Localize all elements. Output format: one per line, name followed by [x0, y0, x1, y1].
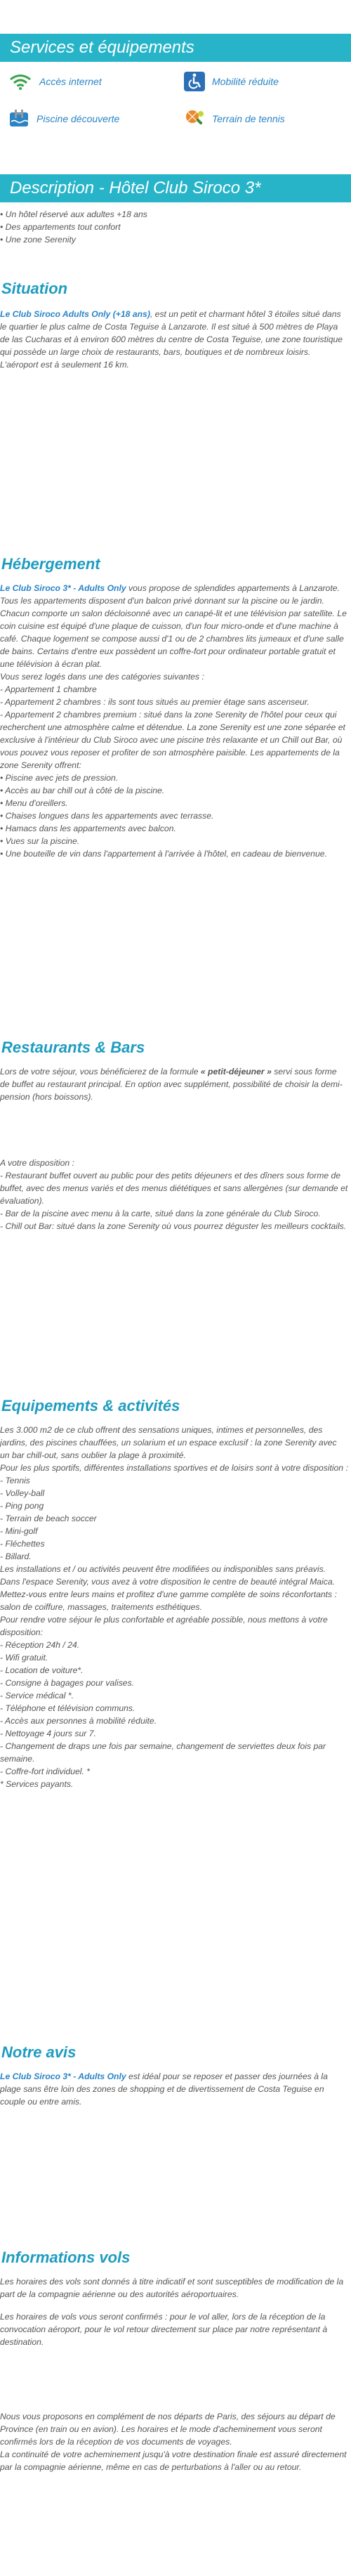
- equipements-text: [0, 1424, 348, 1790]
- equipements-line: - Coffre-fort individuel. *: [0, 1767, 91, 1776]
- equipements-line: Les 3.000 m2 de ce club offrent des sensations uniques, intimes et personnelles, des jardins, des piscines chauffées, un solarium et un espace exclusif : la zone Serenity avec un bar chill-out, sans oublier la plage à proximité.: [0, 1425, 337, 1460]
- equipements-line: - Réception 24h / 24.: [0, 1640, 80, 1650]
- wifi-icon: [8, 73, 32, 90]
- restaurants-bold: « petit-déjeuner »: [200, 1067, 272, 1076]
- restaurants-text: [0, 1065, 348, 1103]
- restaurants-line: A votre disposition :: [0, 1158, 74, 1168]
- equipements-line: - Nettoyage 4 jours sur 7.: [0, 1729, 96, 1738]
- hebergement-text: [0, 582, 348, 860]
- equipements-line: - Mini-golf: [0, 1526, 38, 1536]
- situation-title: Situation: [1, 280, 68, 297]
- hebergement-line: - Appartement 1 chambre: [0, 684, 97, 694]
- service-label: Terrain de tennis: [212, 113, 285, 124]
- tennis-icon: [184, 108, 205, 129]
- hebergement-bold: Le Club Siroco 3* - Adults Only: [0, 583, 126, 593]
- hebergement-line: • Vues sur la piscine.: [0, 836, 80, 846]
- vols-para: La continuité de votre acheminement jusqu'à votre destination finale est assuré directement par la compagnie aérienne, même en cas de perturbations à l'aller ou au retour.: [0, 2450, 347, 2472]
- hebergement-line: • Accès au bar chill out à côté de la piscine.: [0, 786, 165, 795]
- vols-title: Informations vols: [1, 2249, 131, 2266]
- service-label: Mobilité réduite: [212, 76, 279, 87]
- equipements-line: Dans l'espace Serenity, vous avez à votre disposition le centre de beauté intégral Maica. Mettez-vous entre leurs mains et profitez d'une gamme complète de soins réconfortants : salon de coiffure, massages, traitements esthétiques.: [0, 1577, 337, 1612]
- equipements-line: - Terrain de beach soccer: [0, 1514, 97, 1523]
- equipements-line: - Consigne à bagages pour valises.: [0, 1678, 135, 1688]
- situation-bold: Le Club Siroco Adults Only (+18 ans): [0, 309, 150, 319]
- equipements-line: - Service médical *.: [0, 1691, 74, 1700]
- pool-icon: [8, 110, 29, 128]
- equipements-title: Equipements & activités: [1, 1397, 180, 1414]
- avis-title: Notre avis: [1, 2043, 77, 2061]
- services-header: [0, 34, 351, 62]
- restaurants-line: - Chill out Bar: situé dans la zone Serenity où vous pourrez déguster les meilleurs cocktails.: [0, 1221, 347, 1231]
- situation-body: , est un petit et charmant hôtel 3 étoiles situé dans le quartier le plus calme de Costa Teguise à Lanzarote. Il est situé à 500 mètres de Playa de las Cucharas et à environ 600 mètres du centre de Costa Teguise, une zone touristique qui possède un large choix de restaurants, bars, boutiques et de nombreux loisirs. L'aéroport est à seulement 16 km.: [0, 309, 343, 370]
- equipements-line: - Ping pong: [0, 1501, 44, 1511]
- equipements-line: Pour rendre votre séjour le plus confortable et agréable possible, nous mettons à votre disposition:: [0, 1615, 328, 1637]
- equipements-line: - Accès aux personnes à mobilité réduite.: [0, 1716, 157, 1726]
- restaurants-list: [0, 1157, 348, 1232]
- equipements-line: - Volley-ball: [0, 1488, 45, 1498]
- services-title: Services et équipements: [10, 38, 194, 57]
- restaurants-line: - Bar de la piscine avec menu à la carte, situé dans la zone générale du Club Siroco.: [0, 1209, 321, 1218]
- restaurants-title: Restaurants & Bars: [1, 1039, 145, 1056]
- hebergement-title: Hébergement: [1, 555, 100, 573]
- vols-para: Les horaires de vols vous seront confirmés : pour le vol aller, lors de la réception de la convocation aéroport, pour le vol retour directement sur place par notre représentant à destination.: [0, 2312, 328, 2347]
- restaurants-text-b: servi sous forme de buffet au restaurant principal. En option avec supplément, possibilité de choisir la demi-pension (hors boissons).: [0, 1067, 343, 1102]
- avis-bold: Le Club Siroco 3* - Adults Only: [0, 2071, 126, 2081]
- vols-para: Les horaires des vols sont donnés à titre indicatif et sont susceptibles de modification de la part de la compagnie aérienne ou des autorités aéroportuaires.: [0, 2277, 344, 2299]
- service-internet: [8, 73, 102, 90]
- service-pool: [8, 110, 119, 128]
- vols-text-2: [0, 2410, 348, 2473]
- avis-body: est idéal pour se reposer et passer des journées à la plage sans être loin des zones de shopping et de divertissement de Costa Teguise en couple ou entre amis.: [0, 2071, 328, 2107]
- restaurants-line: - Restaurant buffet ouvert au public pour des petits déjeuners et des dîners sous forme de buffet, avec des menus variés et des menus diététiques et sans allergènes (sur demande et évaluation).: [0, 1171, 348, 1206]
- service-mobility: [184, 72, 279, 91]
- hebergement-line: - Appartement 2 chambres premium : situé dans la zone Serenity de l'hôtel pour ceux qui recherchent une atmosphère calme et détendue. La zone Serenity est une zone séparée et exclusive à l'intérieur du Club Siroco avec une piscine très relaxante et un Chill out Bar, où vous pouvez vous reposer et profiter de son atmosphère paisible. Les appartements de la zone Serenity offrent:: [0, 710, 345, 770]
- equipements-line: Pour les plus sportifs, différentes installations sportives et de loisirs sont à votre disposition :: [0, 1463, 348, 1473]
- equipements-line: - Téléphone et télévision communs.: [0, 1703, 135, 1713]
- equipements-line: - Billard.: [0, 1552, 32, 1561]
- bullet-list: [0, 208, 348, 246]
- hebergement-line: Vous serez logés dans une des catégories suivantes :: [0, 672, 204, 682]
- avis-text: [0, 2070, 348, 2108]
- hebergement-line: • Une bouteille de vin dans l'appartement à l'arrivée à l'hôtel, en cadeau de bienvenue.: [0, 849, 327, 859]
- service-tennis: [184, 108, 285, 129]
- hebergement-line: - Appartement 2 chambres : ils sont tous situés au premier étage sans ascenseur.: [0, 697, 310, 707]
- hebergement-intro: vous propose de splendides appartements à Lanzarote. Tous les appartements disposent d'un balcon privé donnant sur la piscine ou le jardin. Chacun comporte un salon décloisonné avec un canapé-lit et une télévision par satellite. Le coin cuisine est équipé d'une plaque de cuisson, d'un four micro-onde et d'une machine à café. Chaque logement se compose aussi d'1 ou de 2 chambres lits jumeaux et d'une salle de bains. Certains d'entre eux possèdent un coffre-fort pour ordinateur portable gratuit et une télévision à écran plat.: [0, 583, 347, 669]
- hebergement-line: • Piscine avec jets de pression.: [0, 773, 119, 783]
- equipements-line: - Tennis: [0, 1476, 30, 1485]
- equipements-line: * Services payants.: [0, 1779, 74, 1789]
- description-header: [0, 174, 351, 202]
- hebergement-line: • Chaises longues dans les appartements avec terrasse.: [0, 811, 214, 821]
- bullet-item: • Des appartements tout confort: [0, 222, 121, 232]
- equipements-line: - Changement de draps une fois par semaine, changement de serviettes deux fois par semaine.: [0, 1741, 326, 1764]
- vols-text: [0, 2275, 348, 2348]
- equipements-line: - Wifi gratuit.: [0, 1653, 48, 1663]
- wheelchair-icon: [184, 72, 205, 91]
- vols-para: Nous vous proposons en complément de nos départs de Paris, des séjours au départ de Province (en train ou en avion). Les horaires et le mode d'acheminement vous seront confirmés lors de la réception de vos documents de voyages.: [0, 2412, 336, 2447]
- equipements-line: Les installations et / ou activités peuvent être modifiées ou indisponibles sans préavis.: [0, 1564, 326, 1574]
- service-label: Piscine découverte: [37, 113, 120, 124]
- restaurants-text-a: Lors de votre séjour, vous bénéficierez de la formule: [0, 1067, 201, 1076]
- bullet-item: • Une zone Serenity: [0, 235, 76, 245]
- service-label: Accès internet: [39, 76, 102, 87]
- hebergement-line: • Menu d'oreillers.: [0, 798, 68, 808]
- situation-text: [0, 308, 348, 371]
- bullet-item: • Un hôtel réservé aux adultes +18 ans: [0, 209, 147, 219]
- equipements-line: - Fléchettes: [0, 1539, 45, 1549]
- hebergement-line: • Hamacs dans les appartements avec balcon.: [0, 824, 176, 833]
- equipements-line: - Location de voiture*.: [0, 1665, 84, 1675]
- description-title: Description - Hôtel Club Siroco 3*: [10, 178, 261, 197]
